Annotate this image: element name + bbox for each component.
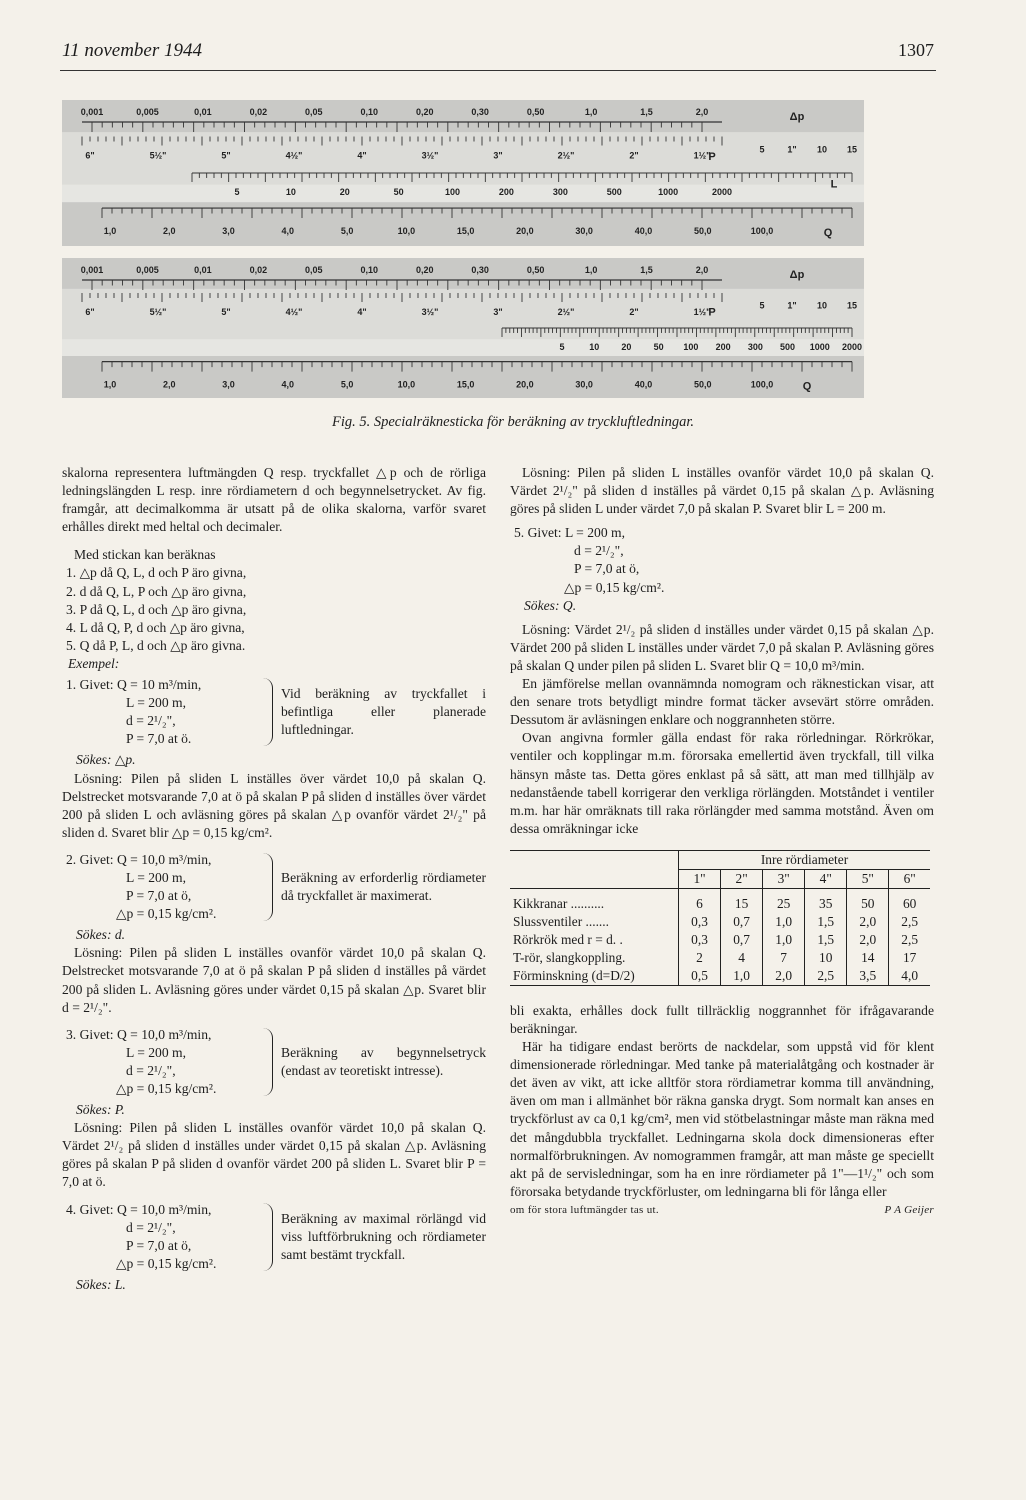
given-line: d = 2¹/₂", bbox=[126, 1219, 176, 1235]
d-tick-label: 4" bbox=[357, 150, 367, 161]
p-tick-label: 10 bbox=[816, 300, 828, 311]
given-line: 2. Givet: Q = 10,0 m³/min, bbox=[66, 851, 212, 867]
table-row bbox=[510, 888, 930, 913]
table-cell: 1,5 bbox=[805, 931, 847, 949]
dp-tick-label: 0,001 bbox=[80, 107, 104, 117]
d-tick-label: 6" bbox=[85, 307, 95, 317]
closing-text: om för stora luftmängder tas ut. bbox=[510, 1203, 659, 1216]
q-tick-label: 10,0 bbox=[397, 226, 416, 237]
table-cell: 1,5 bbox=[805, 913, 847, 931]
dp-tick-label: 0,50 bbox=[526, 265, 545, 275]
brace bbox=[262, 1028, 273, 1096]
table-cell: 0,5 bbox=[679, 967, 721, 986]
table-cell: 0,3 bbox=[679, 931, 721, 949]
given-line: 5. Givet: L = 200 m, bbox=[514, 525, 625, 541]
q-tick-label: 30,0 bbox=[575, 379, 593, 390]
l-tick-label: 5 bbox=[234, 187, 240, 197]
brace bbox=[262, 1203, 273, 1271]
l-tick-label: 10 bbox=[589, 342, 600, 352]
table-cell: 2,5 bbox=[889, 931, 930, 949]
d-tick-label: 6" bbox=[85, 150, 95, 161]
given-line: △p = 0,15 kg/cm². bbox=[564, 579, 665, 595]
d-tick-label: 1½" bbox=[693, 150, 711, 161]
table-cell: 25 bbox=[763, 888, 805, 913]
example-note: Beräkning av maximal rörlängd vid viss luftförbrukning och rördiameter samt bestämt tryckfall. bbox=[281, 1210, 486, 1262]
table-cell: 35 bbox=[805, 888, 847, 913]
d-tick-label: 5" bbox=[221, 150, 231, 161]
q-tick-label: 4,0 bbox=[281, 226, 295, 237]
q-tick-label: 3,0 bbox=[222, 226, 235, 237]
sokes-line: Sökes: d. bbox=[76, 927, 126, 943]
dp-tick-label: 0,01 bbox=[194, 107, 212, 117]
slide-rule-figure-bottom bbox=[62, 258, 864, 398]
dp-tick-label: 2,0 bbox=[695, 107, 709, 117]
l-tick-label: 10 bbox=[285, 187, 296, 197]
given-line: L = 200 m, bbox=[126, 695, 187, 711]
example-5 bbox=[510, 524, 814, 596]
q-tick-label: 100,0 bbox=[750, 226, 774, 237]
table-cell: 2 bbox=[679, 949, 721, 967]
given-line: P = 7,0 at ö, bbox=[574, 561, 640, 577]
q-tick-label: 4,0 bbox=[281, 379, 295, 390]
l-tick-label: 500 bbox=[606, 187, 622, 197]
dp-tick-label: 0,02 bbox=[249, 107, 268, 117]
table-row bbox=[510, 931, 930, 949]
dp-tick-label: 1,5 bbox=[640, 265, 653, 275]
table-cell: 60 bbox=[889, 888, 930, 913]
sokes-line: Sökes: L. bbox=[76, 1276, 126, 1292]
table-cell: 10 bbox=[805, 949, 847, 967]
l-tick-label: 100 bbox=[683, 342, 699, 352]
example-note: Beräkning av erforderlig rördiameter då tryckfallet är maximerat. bbox=[281, 869, 486, 904]
l-tick-label: 300 bbox=[552, 187, 568, 197]
table-row-label: Förminskning (d=D/2) bbox=[510, 967, 679, 986]
dp-tick-label: 0,20 bbox=[415, 265, 434, 275]
l-scale-symbol: L bbox=[830, 178, 838, 191]
example-1 bbox=[62, 676, 486, 748]
p-tick-label: 5 bbox=[759, 300, 765, 311]
losning-paragraph: Lösning: Värdet 2¹/₂ på sliden d inställes under värdet 0,15 på skalan △p. Värdet 200 på sliden L inställes under värdet 7,0 på skalan P. Avläsning göres på skalan Q under pilen på sliden L. Svaret blir Q = 10,0 m³/min. bbox=[510, 621, 934, 673]
p-tick-label: 15 bbox=[846, 300, 858, 311]
l-tick-label: 1000 bbox=[809, 342, 830, 352]
dp-tick-label: 2,0 bbox=[695, 265, 709, 275]
given-line: d = 2¹/₂", bbox=[126, 1062, 176, 1078]
d-tick-label: 4½" bbox=[285, 307, 303, 317]
list-item: 5. Q då P, L, d och △p äro givna. bbox=[66, 637, 246, 653]
l-tick-label: 20 bbox=[339, 187, 350, 197]
table-row bbox=[510, 949, 930, 967]
figure-caption: Fig. 5. Specialräknesticka för beräkning av tryckluftledningar. bbox=[331, 414, 695, 430]
l-tick-label: 5 bbox=[559, 342, 565, 352]
intro-paragraph: skalorna representera luftmängden Q resp. tryckfallet △p och de rörliga ledningslängden L resp. inre rördiametern d och begynnelsetrycket. Av fig. framgår, att decimalkomma är utsatt på de olika skalorna, varför svaret erhålles direkt med heltal och decimaler. bbox=[62, 465, 486, 535]
rule-slide-l bbox=[62, 185, 864, 203]
given-line: 3. Givet: Q = 10,0 m³/min, bbox=[66, 1026, 212, 1042]
table-col-header: 3" bbox=[763, 869, 805, 888]
dp-tick-label: 0,005 bbox=[136, 107, 159, 117]
brace bbox=[262, 678, 273, 746]
l-tick-label: 50 bbox=[653, 342, 664, 352]
table-col-header: 4" bbox=[805, 869, 847, 888]
rule-slide bbox=[62, 132, 864, 190]
d-tick-label: 3" bbox=[493, 307, 503, 317]
table-cell: 7 bbox=[763, 949, 805, 967]
dp-tick-label: 0,20 bbox=[415, 107, 434, 117]
given-line: P = 7,0 at ö. bbox=[126, 731, 192, 747]
calc-list bbox=[62, 564, 486, 654]
table-cell: 1,0 bbox=[721, 967, 763, 986]
table-row-label: Kikkranar .......... bbox=[513, 895, 605, 911]
q-tick-label: 1,0 bbox=[103, 226, 117, 237]
d-tick-label: 3½" bbox=[421, 150, 439, 161]
q-tick-label: 50,0 bbox=[693, 379, 712, 390]
p-tick-label: 1" bbox=[787, 144, 797, 155]
q-tick-label: 40,0 bbox=[634, 226, 653, 237]
l-tick-label: 500 bbox=[780, 342, 796, 352]
d-tick-label: 1½" bbox=[693, 307, 711, 317]
body-paragraph: bli exakta, erhålles dock fullt tillräcklig noggrannhet för ifrågavarande beräkningar. bbox=[510, 1002, 934, 1036]
rule-slide-l bbox=[62, 339, 864, 356]
rule-slide bbox=[62, 289, 864, 345]
table-cell: 2,0 bbox=[763, 967, 805, 986]
q-tick-label: 2,0 bbox=[163, 379, 176, 390]
l-tick-label: 1000 bbox=[658, 187, 679, 197]
dp-tick-label: 0,02 bbox=[249, 265, 268, 275]
dp-tick-label: 0,10 bbox=[360, 107, 379, 117]
table-cell: 15 bbox=[721, 888, 763, 913]
q-tick-label: 50,0 bbox=[693, 226, 712, 237]
l-tick-label: 200 bbox=[715, 342, 731, 352]
dp-tick-label: 0,005 bbox=[136, 265, 159, 275]
table-cell: 3,5 bbox=[847, 967, 889, 986]
d-tick-label: 2½" bbox=[557, 307, 575, 317]
losning-paragraph: Lösning: Pilen på sliden L inställes ovanför värdet 10,0 på skalan Q. Delstrecket motsvarande 7,0 at ö på skalan P på sliden d inställes på värdet 200 på sliden L. Avläsning göres under värdet 0,15 på skalan △p. Svaret blir d = 2¹/₂". bbox=[62, 945, 486, 1015]
d-tick-label: 2" bbox=[629, 307, 639, 317]
given-line: P = 7,0 at ö, bbox=[126, 1237, 192, 1253]
dp-tick-label: 1,5 bbox=[640, 107, 653, 117]
given-line: d = 2¹/₂", bbox=[574, 543, 624, 559]
q-scale-symbol: Q bbox=[823, 227, 833, 240]
brace bbox=[262, 853, 273, 921]
table-cell: 2,5 bbox=[805, 967, 847, 986]
given-line: △p = 0,15 kg/cm². bbox=[116, 1255, 217, 1271]
l-tick-label: 2000 bbox=[841, 342, 863, 352]
q-tick-label: 10,0 bbox=[397, 379, 416, 390]
dp-tick-label: 0,001 bbox=[80, 265, 104, 275]
losning-paragraph: Lösning: Pilen på sliden L inställes över värdet 10,0 på skalan Q. Delstrecket motsvarande 7,0 at ö på skalan P på sliden d inställes över värdet 200 på sliden L och avläsning göres på skalan △p ovanför värdet 2¹/₂" på sliden d. Svaret blir △p = 0,15 kg/cm². bbox=[62, 770, 486, 840]
table-col-header: 1" bbox=[679, 869, 721, 888]
table-cell: 4 bbox=[721, 949, 763, 967]
header-rule bbox=[60, 70, 936, 71]
d-tick-label: 3½" bbox=[421, 307, 439, 317]
given-line: L = 200 m, bbox=[126, 1044, 187, 1060]
q-tick-label: 2,0 bbox=[163, 226, 176, 237]
table-row-label: Rörkrök med r = d. . bbox=[513, 931, 623, 947]
table-cell: 0,7 bbox=[721, 931, 763, 949]
table-cell: 14 bbox=[847, 949, 889, 967]
table-cell: 50 bbox=[847, 888, 889, 913]
l-tick-label: 20 bbox=[621, 342, 632, 352]
dp-tick-label: 0,30 bbox=[471, 107, 489, 117]
given-line: L = 200 m, bbox=[126, 869, 187, 885]
list-item: 4. L då Q, P, d och △p äro givna, bbox=[66, 619, 245, 635]
body-paragraph: Ovan angivna formler gälla endast för raka rörledningar. Rörkrökar, ventiler och kopplingar m.m. förorsaka emellertid även tryckfall, till vilka hänsyn måste tas. Detta göres enklast på så sätt, att man med tillhjälp av nedanstående tabell korrigerar den verkliga rörlängden. Motståndet i ventiler m.m. har här omräknats till raka rörlängder med samma motstånd. Även om dessa omräkningar icke bbox=[510, 730, 934, 836]
table-cell: 2,0 bbox=[847, 931, 889, 949]
l-tick-label: 50 bbox=[393, 187, 404, 197]
dp-tick-label: 1,0 bbox=[584, 107, 598, 117]
d-tick-label: 5" bbox=[221, 307, 231, 317]
table-cell: 4,0 bbox=[889, 967, 930, 986]
q-tick-label: 5,0 bbox=[340, 379, 354, 390]
table-cell: 0,3 bbox=[679, 913, 721, 931]
d-tick-label: 5½" bbox=[149, 150, 167, 161]
table-row-label: T-rör, slangkoppling. bbox=[513, 949, 626, 965]
table-row-label: Slussventiler ....... bbox=[513, 913, 609, 929]
given-line: d = 2¹/₂", bbox=[126, 713, 176, 729]
q-tick-label: 20,0 bbox=[516, 379, 534, 390]
example-note: Beräkning av begynnelsetryck (endast av teoretiskt intresse). bbox=[281, 1044, 486, 1078]
dp-tick-label: 0,05 bbox=[305, 265, 323, 275]
table-cell: 2,0 bbox=[847, 913, 889, 931]
table-cell: 1,0 bbox=[763, 931, 805, 949]
d-tick-label: 2½" bbox=[557, 150, 575, 161]
slide-rule-figure-top bbox=[62, 100, 864, 246]
right-column bbox=[510, 464, 934, 1219]
l-tick-label: 2000 bbox=[711, 187, 733, 197]
example-3 bbox=[62, 1026, 486, 1098]
table-row bbox=[510, 913, 930, 931]
page-number: 1307 bbox=[898, 40, 934, 60]
q-tick-label: 30,0 bbox=[575, 226, 593, 237]
page-header-date: 11 november 1944 bbox=[62, 40, 203, 61]
sokes-line: Sökes: △p. bbox=[76, 752, 136, 768]
losning-paragraph: Lösning: Pilen på sliden L inställes ovanför värdet 10,0 på skalan Q. Värdet 2¹/₂ på sliden d inställes under värdet 0,15 på skalan △p. Avläsning göres på skalan P på sliden d ovanför värdet 200 på sliden L. Svaret blir P = 7,0 at ö. bbox=[62, 1120, 486, 1190]
d-tick-label: 5½" bbox=[149, 307, 167, 317]
author-name: P A Geijer bbox=[884, 1203, 934, 1216]
body-paragraph: Här ha tidigare endast berörts de nackdelar, som uppstå vid för klent dimensionerade rörledningar. Med tanke på materialåtgång och kostnader är det även av vikt, att icke alltför stora rördiametrar komma till användning, även om man i allmänhet bör räkna ganska drygt. Som normalt kan anses en tryckförlust av ca 0,1 kg/cm², men vid stötbelastningar måste man räkna med det mångdubbla tryckfallet. Ledningarna skola dock dimensioneras efter normalförbrukningen. Av nomogrammen framgår, att man måste ge speciellt akt på de servisledningar, som ha en inre rördiameter på 1"—1¹/₂" och som förorsaka betydande tryckförluster, om ledningarna bli för långa eller bbox=[510, 1039, 934, 1199]
given-line: 1. Givet: Q = 10 m³/min, bbox=[66, 677, 202, 693]
p-scale-symbol: P bbox=[708, 150, 716, 163]
p-scale-symbol: P bbox=[708, 306, 716, 319]
q-tick-label: 15,0 bbox=[456, 226, 475, 237]
dp-tick-label: 0,10 bbox=[360, 265, 379, 275]
q-tick-label: 20,0 bbox=[516, 226, 534, 237]
example-heading: Exempel: bbox=[68, 655, 120, 671]
sokes-line: Sökes: Q. bbox=[524, 597, 577, 613]
table-cell: 1,0 bbox=[763, 913, 805, 931]
sokes-line: Sökes: P. bbox=[76, 1102, 125, 1118]
q-tick-label: 40,0 bbox=[634, 379, 653, 390]
d-tick-label: 2" bbox=[629, 150, 639, 161]
given-line: △p = 0,15 kg/cm². bbox=[116, 1081, 217, 1096]
example-4 bbox=[62, 1201, 486, 1273]
table-cell: 6 bbox=[679, 888, 721, 913]
d-tick-label: 4" bbox=[357, 307, 367, 317]
q-tick-label: 5,0 bbox=[340, 226, 354, 237]
p-tick-label: 10 bbox=[816, 144, 828, 155]
q-scale-symbol: Q bbox=[802, 380, 812, 393]
list-item: 2. d då Q, L, P och △p äro givna, bbox=[66, 583, 247, 599]
dp-tick-label: 0,01 bbox=[194, 265, 212, 275]
table-row bbox=[510, 967, 930, 986]
dp-scale-symbol: Δp bbox=[789, 111, 805, 123]
table-col-header: 2" bbox=[721, 869, 763, 888]
p-tick-label: 15 bbox=[846, 144, 858, 155]
example-note: Vid beräkning av tryckfallet i befintliga eller planerade luftledningar. bbox=[281, 686, 486, 738]
l-tick-label: 100 bbox=[445, 187, 461, 197]
q-tick-label: 3,0 bbox=[222, 379, 235, 390]
l-tick-label: 300 bbox=[747, 342, 763, 352]
body-paragraph: En jämförelse mellan ovannämnda nomogram och räknestickan visar, att den senare trots betydligt mindre format täcker avsevärt större områden. Dessutom är avläsningen enklare och noggrannheten större. bbox=[510, 676, 934, 728]
table-cell: 2,5 bbox=[889, 913, 930, 931]
given-line: 4. Givet: Q = 10,0 m³/min, bbox=[66, 1201, 212, 1217]
list-item: 1. △p då Q, L, d och P äro givna, bbox=[66, 565, 247, 581]
list-intro: Med stickan kan beräknas bbox=[74, 547, 216, 563]
table-cell: 17 bbox=[889, 949, 930, 967]
d-tick-label: 3" bbox=[493, 150, 503, 161]
given-line: △p = 0,15 kg/cm². bbox=[116, 906, 217, 922]
example-2 bbox=[62, 851, 486, 923]
dp-tick-label: 0,50 bbox=[526, 107, 545, 117]
table-cell: 0,7 bbox=[721, 913, 763, 931]
dp-tick-label: 0,30 bbox=[471, 265, 489, 275]
l-tick-label: 200 bbox=[498, 187, 514, 197]
left-column bbox=[62, 464, 486, 1294]
q-tick-label: 100,0 bbox=[750, 379, 774, 390]
table-col-header: 6" bbox=[889, 869, 930, 888]
d-tick-label: 4½" bbox=[285, 150, 303, 161]
table-col-header: 5" bbox=[847, 869, 889, 888]
signature-line bbox=[510, 1201, 934, 1219]
p-tick-label: 1" bbox=[787, 300, 797, 311]
dp-tick-label: 0,05 bbox=[305, 107, 323, 117]
q-tick-label: 1,0 bbox=[103, 379, 117, 390]
q-tick-label: 15,0 bbox=[456, 379, 475, 390]
table-group-header: Inre rördiameter bbox=[679, 850, 931, 869]
dp-scale-symbol: Δp bbox=[789, 269, 805, 281]
given-line: P = 7,0 at ö, bbox=[126, 888, 192, 904]
dp-tick-label: 1,0 bbox=[584, 265, 598, 275]
losning-paragraph: Lösning: Pilen på sliden L inställes ovanför värdet 10,0 på skalan Q. Värdet 2¹/₂" på sliden d inställes på värdet 0,15 på skalan △p. Avläsning göres på sliden L under värdet 7,0 på skalan P. Svaret blir L = 200 m. bbox=[510, 465, 934, 517]
p-tick-label: 5 bbox=[759, 144, 765, 155]
resistance-table bbox=[510, 850, 930, 986]
list-item: 3. P då Q, L, d och △p äro givna, bbox=[66, 601, 247, 617]
